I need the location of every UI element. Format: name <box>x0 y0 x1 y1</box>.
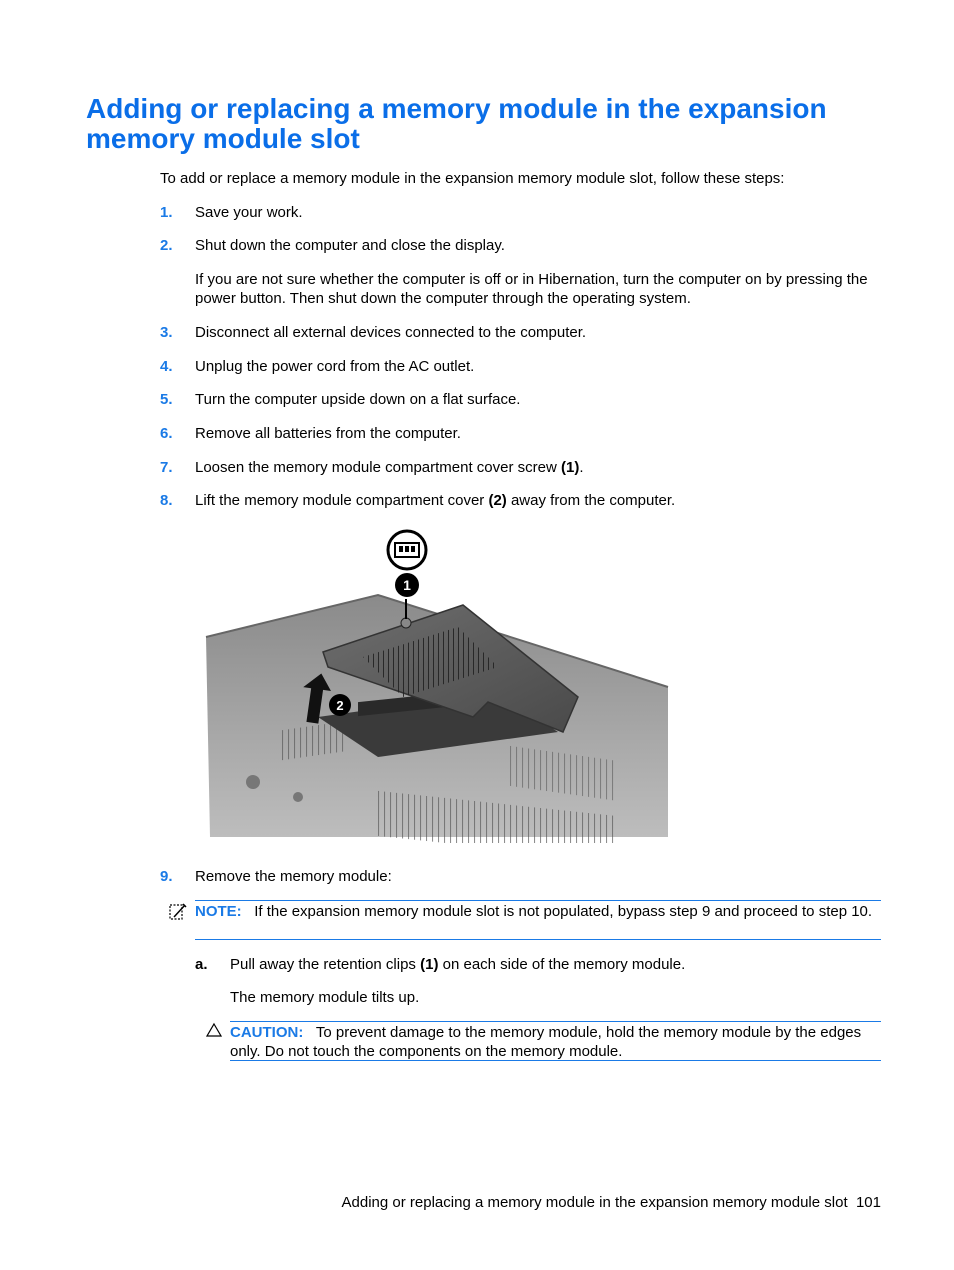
step-text: Turn the computer upside down on a flat surface. <box>195 391 521 408</box>
step-number: 5. <box>160 391 173 408</box>
intro-text: To add or replace a memory module in the expansion memory module slot, follow these steps: <box>160 170 785 187</box>
callout-ref: (1) <box>420 956 439 973</box>
memory-compartment-figure <box>198 527 672 843</box>
step-text: Remove all batteries from the computer. <box>195 425 461 442</box>
memory-module-icon <box>388 531 426 569</box>
caution-triangle-icon <box>206 1022 222 1043</box>
step-number: 3. <box>160 324 173 341</box>
svg-text:2: 2 <box>336 698 344 713</box>
page-footer <box>342 1193 881 1212</box>
callout-1-badge <box>395 573 419 597</box>
substep-text <box>230 955 685 974</box>
step-text <box>195 491 675 510</box>
svg-text:1: 1 <box>403 577 411 593</box>
step-text-part: away from the computer. <box>506 492 676 509</box>
step-number: 8. <box>160 492 173 509</box>
substep-letter: a. <box>195 956 208 973</box>
step-number: 2. <box>160 237 173 254</box>
step-text: Shut down the computer and close the display. <box>195 237 505 254</box>
note-body: If the expansion memory module slot is not populated, bypass step 9 and proceed to step 10. <box>254 903 873 920</box>
substep-subtext: The memory module tilts up. <box>230 989 420 1006</box>
footer-title: Adding or replacing a memory module in the expansion memory module slot <box>341 1194 848 1211</box>
substep-text-part: on each side of the memory module. <box>438 956 686 973</box>
step-number: 6. <box>160 425 173 442</box>
step-text: Unplug the power cord from the AC outlet. <box>195 358 475 375</box>
step-number: 9. <box>160 868 173 885</box>
step-number: 4. <box>160 358 173 375</box>
step-text-part: Lift the memory module compartment cover <box>195 492 489 509</box>
callout-2-badge <box>329 694 351 716</box>
step-text-part: Loosen the memory module compartment cover screw <box>195 459 561 476</box>
note-label: NOTE: <box>195 903 242 920</box>
cover-screw <box>401 618 411 628</box>
note-text <box>195 902 885 921</box>
caution-text <box>230 1023 885 1061</box>
step-text-part: . <box>579 459 584 476</box>
substep-text-part: Pull away the retention clips <box>230 956 421 973</box>
step-subtext: If you are not sure whether the computer is off or in Hibernation, turn the computer on by pressing the power button. Then shut down the computer through the operating system. <box>195 271 868 307</box>
caution-body: To prevent damage to the memory module, hold the memory module by the edges only. Do not touch the components on the memory module. <box>230 1024 862 1060</box>
note-icon <box>168 902 188 927</box>
step-text: Remove the memory module: <box>195 868 392 885</box>
figure-illustration <box>198 527 672 843</box>
step-text: Disconnect all external devices connected to the computer. <box>195 324 587 341</box>
step-text <box>195 458 584 477</box>
page-title: Adding or replacing a memory module in the expansion memory module slot <box>86 93 827 154</box>
step-number: 1. <box>160 204 173 221</box>
step-number: 7. <box>160 459 173 476</box>
callout-ref: (1) <box>560 459 580 476</box>
caution-label: CAUTION: <box>230 1024 304 1041</box>
step-text: Save your work. <box>195 204 303 221</box>
callout-ref: (2) <box>488 492 507 509</box>
page-number: 101 <box>855 1194 881 1211</box>
